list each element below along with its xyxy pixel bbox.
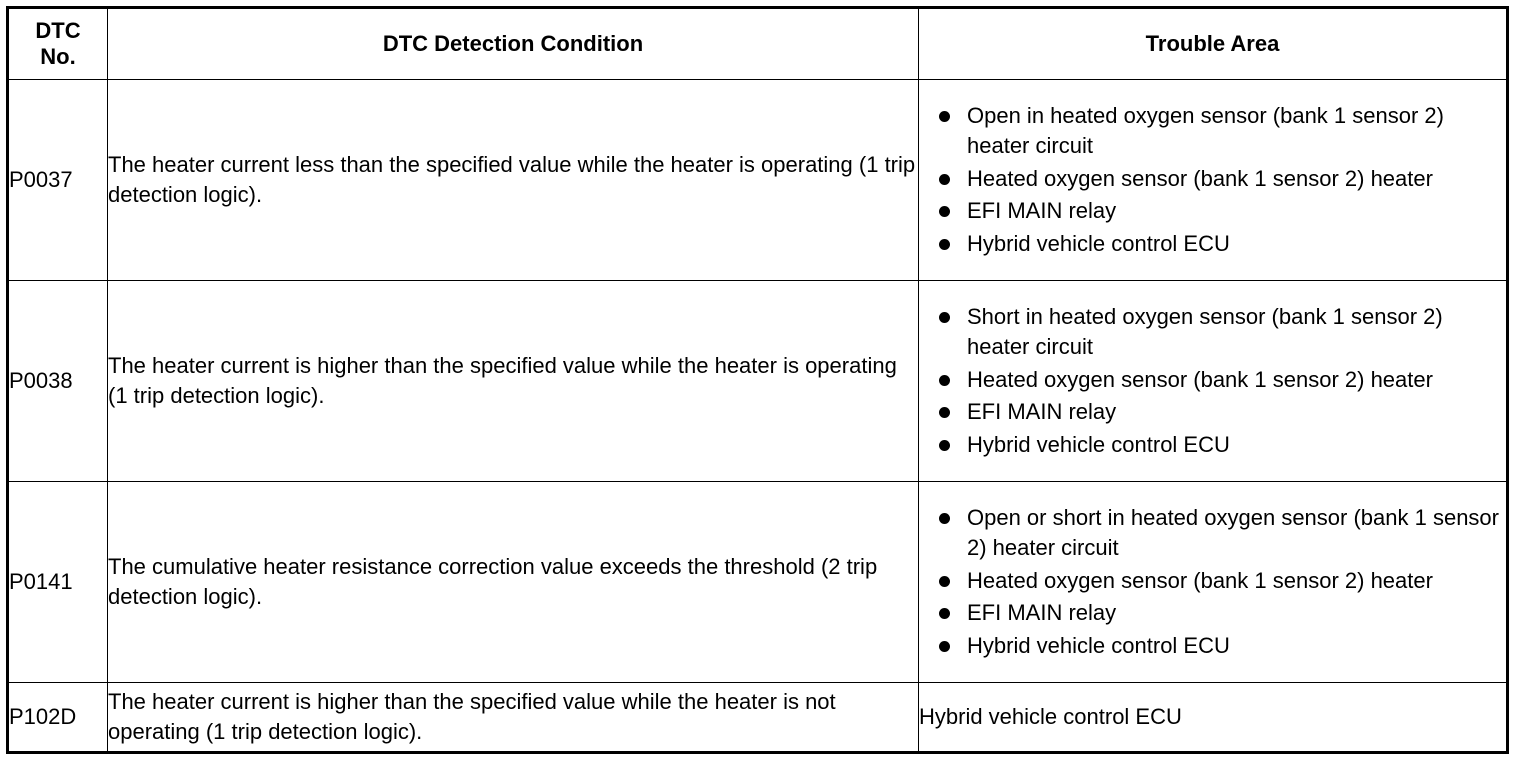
table-row xyxy=(8,80,1508,281)
list-item: Heated oxygen sensor (bank 1 sensor 2) heater xyxy=(919,164,1506,195)
detection-condition: The heater current is higher than the specified value while the heater is not operating (1 trip detection logic). xyxy=(108,683,919,753)
list-item: Open in heated oxygen sensor (bank 1 sensor 2) heater circuit xyxy=(919,101,1506,162)
list-item: Heated oxygen sensor (bank 1 sensor 2) heater xyxy=(919,566,1506,597)
list-item: Short in heated oxygen sensor (bank 1 sensor 2) heater circuit xyxy=(919,302,1506,363)
trouble-area-cell xyxy=(919,80,1508,281)
dtc-code: P102D xyxy=(8,683,108,753)
dtc-code: P0038 xyxy=(8,281,108,482)
list-item: Hybrid vehicle control ECU xyxy=(919,430,1506,461)
dtc-table xyxy=(6,6,1509,754)
list-item: EFI MAIN relay xyxy=(919,196,1506,227)
header-dtc-no-line2: No. xyxy=(40,44,76,69)
trouble-area-list xyxy=(919,296,1506,467)
trouble-area-text: Hybrid vehicle control ECU xyxy=(919,704,1182,729)
list-item: EFI MAIN relay xyxy=(919,397,1506,428)
list-item: EFI MAIN relay xyxy=(919,598,1506,629)
detection-condition: The heater current is higher than the specified value while the heater is operating (1 trip detection logic). xyxy=(108,281,919,482)
dtc-code: P0141 xyxy=(8,482,108,683)
trouble-area-list xyxy=(919,95,1506,266)
trouble-area-cell xyxy=(919,482,1508,683)
detection-condition: The heater current less than the specified value while the heater is operating (1 trip detection logic). xyxy=(108,80,919,281)
list-item: Hybrid vehicle control ECU xyxy=(919,229,1506,260)
trouble-area-cell xyxy=(919,281,1508,482)
header-condition: DTC Detection Condition xyxy=(108,8,919,80)
table-row xyxy=(8,482,1508,683)
trouble-area-cell xyxy=(919,683,1508,753)
header-row xyxy=(8,8,1508,80)
list-item: Heated oxygen sensor (bank 1 sensor 2) heater xyxy=(919,365,1506,396)
header-dtc-no xyxy=(8,8,108,80)
table-row xyxy=(8,281,1508,482)
list-item: Hybrid vehicle control ECU xyxy=(919,631,1506,662)
header-dtc-no-line1: DTC xyxy=(35,18,81,43)
header-trouble-area: Trouble Area xyxy=(919,8,1508,80)
table-row xyxy=(8,683,1508,753)
detection-condition: The cumulative heater resistance correction value exceeds the threshold (2 trip detection logic). xyxy=(108,482,919,683)
trouble-area-list xyxy=(919,497,1506,668)
dtc-code: P0037 xyxy=(8,80,108,281)
list-item: Open or short in heated oxygen sensor (bank 1 sensor 2) heater circuit xyxy=(919,503,1506,564)
